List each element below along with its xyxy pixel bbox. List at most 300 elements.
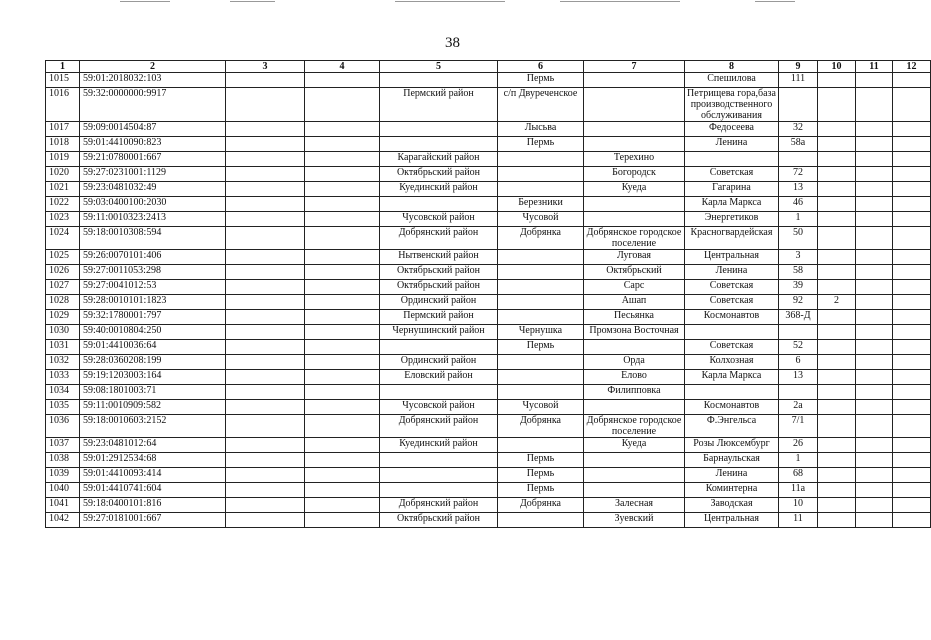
table-cell: 1027 <box>46 280 80 295</box>
table-row <box>46 400 931 415</box>
table-cell: 59:28:0360208:199 <box>80 355 226 370</box>
table-cell: 1022 <box>46 197 80 212</box>
table-cell: Богородск <box>584 167 685 182</box>
table-cell: Федосеева <box>685 122 779 137</box>
column-header: 6 <box>498 61 584 73</box>
table-body <box>46 73 931 528</box>
table-cell: Залесная <box>584 498 685 513</box>
table-cell: 59:01:2912534:68 <box>80 453 226 468</box>
table-cell: 13 <box>779 182 818 197</box>
table-cell <box>779 152 818 167</box>
table-cell: 1025 <box>46 250 80 265</box>
table-cell <box>893 310 931 325</box>
table-cell <box>226 137 305 152</box>
table-cell <box>856 340 893 355</box>
table-cell: 1035 <box>46 400 80 415</box>
table-cell: Советская <box>685 167 779 182</box>
table-cell <box>818 182 856 197</box>
table-cell <box>818 137 856 152</box>
table-cell <box>380 122 498 137</box>
table-cell <box>856 453 893 468</box>
table-cell <box>305 250 380 265</box>
table-cell <box>856 265 893 280</box>
table-cell: 1020 <box>46 167 80 182</box>
table-cell <box>779 88 818 122</box>
table-cell: 3 <box>779 250 818 265</box>
table-cell <box>305 227 380 250</box>
table-cell: Пермь <box>498 453 584 468</box>
table-cell: 59:09:0014504:87 <box>80 122 226 137</box>
table-cell <box>893 280 931 295</box>
table-cell <box>856 295 893 310</box>
table-cell <box>305 182 380 197</box>
table-cell: Пермь <box>498 468 584 483</box>
table-cell: 32 <box>779 122 818 137</box>
table-row <box>46 385 931 400</box>
table-cell: Октябрьский район <box>380 280 498 295</box>
table-cell <box>856 513 893 528</box>
table-cell <box>305 385 380 400</box>
table-cell <box>305 280 380 295</box>
table-cell <box>380 453 498 468</box>
table-cell <box>584 122 685 137</box>
table-cell: Барнаульская <box>685 453 779 468</box>
table-cell <box>779 325 818 340</box>
table-cell <box>226 415 305 438</box>
table-row <box>46 483 931 498</box>
table-cell: Ф.Энгельса <box>685 415 779 438</box>
table-cell: Чернушка <box>498 325 584 340</box>
table-cell <box>818 310 856 325</box>
table-cell <box>893 182 931 197</box>
table-cell <box>856 370 893 385</box>
table-cell: 1034 <box>46 385 80 400</box>
table-cell: Добрянка <box>498 415 584 438</box>
table-cell <box>380 73 498 88</box>
table-cell <box>893 438 931 453</box>
table-cell <box>818 370 856 385</box>
table-cell: Колхозная <box>685 355 779 370</box>
table-cell <box>584 212 685 227</box>
table-cell <box>584 400 685 415</box>
table-cell: 59:18:0400101:816 <box>80 498 226 513</box>
table-cell <box>818 498 856 513</box>
table-cell <box>893 355 931 370</box>
table-cell: 59:01:2018032:103 <box>80 73 226 88</box>
table-cell: 1038 <box>46 453 80 468</box>
table-row <box>46 280 931 295</box>
table-cell: Энергетиков <box>685 212 779 227</box>
table-cell <box>818 513 856 528</box>
table-cell <box>856 197 893 212</box>
table-cell: 2а <box>779 400 818 415</box>
table-cell: 6 <box>779 355 818 370</box>
table-cell <box>498 355 584 370</box>
table-cell <box>498 295 584 310</box>
table-cell <box>856 385 893 400</box>
table-cell <box>226 212 305 227</box>
column-header: 1 <box>46 61 80 73</box>
table-cell: Пермь <box>498 137 584 152</box>
table-cell: 1016 <box>46 88 80 122</box>
table-cell <box>685 152 779 167</box>
table-cell: Чусовой <box>498 400 584 415</box>
table-cell <box>893 340 931 355</box>
table-cell: Ленина <box>685 468 779 483</box>
table-cell <box>856 88 893 122</box>
table-row <box>46 182 931 197</box>
table-cell <box>226 88 305 122</box>
table-cell: 111 <box>779 73 818 88</box>
table-cell <box>584 483 685 498</box>
table-cell <box>818 122 856 137</box>
table-cell: Ленина <box>685 137 779 152</box>
table-cell <box>226 340 305 355</box>
registry-table <box>45 60 931 528</box>
table-cell: Красногвардейская <box>685 227 779 250</box>
table-cell <box>305 295 380 310</box>
table-cell <box>305 122 380 137</box>
table-cell: Лысьва <box>498 122 584 137</box>
table-cell <box>498 265 584 280</box>
table-cell <box>779 385 818 400</box>
table-cell: 59:23:0481012:64 <box>80 438 226 453</box>
table-cell <box>305 513 380 528</box>
table-cell: Елово <box>584 370 685 385</box>
top-scan-marks <box>0 0 905 8</box>
table-cell <box>856 498 893 513</box>
table-cell <box>893 498 931 513</box>
table-cell: Еловский район <box>380 370 498 385</box>
table-cell: 59:27:0011053:298 <box>80 265 226 280</box>
table-cell: Петрищева гора,база производственного обслуживания <box>685 88 779 122</box>
table-cell <box>856 227 893 250</box>
table-row <box>46 340 931 355</box>
table-cell <box>893 265 931 280</box>
table-row <box>46 498 931 513</box>
table-cell: Октябрьский район <box>380 265 498 280</box>
column-header: 9 <box>779 61 818 73</box>
table-cell: Октябрьский район <box>380 167 498 182</box>
table-cell <box>818 265 856 280</box>
table-cell <box>818 325 856 340</box>
table-cell <box>226 498 305 513</box>
table-cell <box>305 438 380 453</box>
table-cell <box>856 355 893 370</box>
table-cell <box>818 167 856 182</box>
table-cell: Филипповка <box>584 385 685 400</box>
table-cell <box>856 167 893 182</box>
table-row <box>46 355 931 370</box>
table-cell <box>893 370 931 385</box>
table-cell: 1029 <box>46 310 80 325</box>
table-cell <box>893 73 931 88</box>
table-row <box>46 265 931 280</box>
table-cell <box>226 227 305 250</box>
table-cell: 1033 <box>46 370 80 385</box>
table-cell <box>226 280 305 295</box>
table-cell: Советская <box>685 340 779 355</box>
table-cell <box>305 340 380 355</box>
column-header: 8 <box>685 61 779 73</box>
table-cell <box>498 438 584 453</box>
table-row <box>46 152 931 167</box>
table-cell: Куединский район <box>380 182 498 197</box>
table-cell <box>380 340 498 355</box>
table-cell: Добрянка <box>498 498 584 513</box>
table-row <box>46 438 931 453</box>
table-cell: 52 <box>779 340 818 355</box>
table-cell: 59:27:0231001:1129 <box>80 167 226 182</box>
table-cell: 59:27:0181001:667 <box>80 513 226 528</box>
table-cell <box>305 400 380 415</box>
table-cell <box>893 385 931 400</box>
table-cell <box>893 415 931 438</box>
table-cell <box>226 73 305 88</box>
table-cell <box>818 88 856 122</box>
table-cell <box>685 385 779 400</box>
table-cell <box>856 137 893 152</box>
table-cell: Заводская <box>685 498 779 513</box>
table-cell: Космонавтов <box>685 400 779 415</box>
table-cell <box>893 295 931 310</box>
table-row <box>46 250 931 265</box>
table-cell <box>856 73 893 88</box>
table-cell: Пермский район <box>380 310 498 325</box>
table-cell: Карла Маркса <box>685 370 779 385</box>
table-cell <box>685 325 779 340</box>
table-cell <box>856 250 893 265</box>
table-cell: Промзона Восточная <box>584 325 685 340</box>
table-cell <box>856 122 893 137</box>
table-cell <box>818 385 856 400</box>
table-cell <box>380 483 498 498</box>
table-cell <box>305 212 380 227</box>
table-cell <box>893 212 931 227</box>
table-cell: 1015 <box>46 73 80 88</box>
table-cell <box>498 182 584 197</box>
table-row <box>46 227 931 250</box>
column-header: 10 <box>818 61 856 73</box>
table-row <box>46 212 931 227</box>
column-header: 11 <box>856 61 893 73</box>
table-cell <box>818 438 856 453</box>
table-cell <box>498 385 584 400</box>
table-cell <box>380 137 498 152</box>
table-cell <box>818 197 856 212</box>
table-cell <box>818 152 856 167</box>
table-cell <box>584 468 685 483</box>
table-row <box>46 310 931 325</box>
table-cell: Ашап <box>584 295 685 310</box>
table-cell <box>856 438 893 453</box>
table-cell <box>856 152 893 167</box>
table-cell: Центральная <box>685 513 779 528</box>
table-cell <box>893 88 931 122</box>
table-cell <box>226 483 305 498</box>
table-row <box>46 73 931 88</box>
table-cell: 1032 <box>46 355 80 370</box>
table-cell: 39 <box>779 280 818 295</box>
table-cell <box>893 400 931 415</box>
table-cell <box>893 513 931 528</box>
table-cell: 59:23:0481032:49 <box>80 182 226 197</box>
column-header: 2 <box>80 61 226 73</box>
table-cell: 59:11:0010909:582 <box>80 400 226 415</box>
table-cell: 1023 <box>46 212 80 227</box>
table-cell: 1026 <box>46 265 80 280</box>
table-cell <box>226 400 305 415</box>
table-cell <box>226 325 305 340</box>
table-cell <box>893 137 931 152</box>
table-cell <box>818 400 856 415</box>
table-cell <box>818 355 856 370</box>
table-cell <box>498 280 584 295</box>
column-header: 4 <box>305 61 380 73</box>
table-cell: 26 <box>779 438 818 453</box>
table-cell: 1031 <box>46 340 80 355</box>
table-cell: 46 <box>779 197 818 212</box>
table-cell: 1036 <box>46 415 80 438</box>
table-cell: 11а <box>779 483 818 498</box>
table-cell: 10 <box>779 498 818 513</box>
table-cell: Добрянский район <box>380 227 498 250</box>
table-cell: Гагарина <box>685 182 779 197</box>
table-cell <box>305 468 380 483</box>
table-cell <box>226 152 305 167</box>
column-header: 12 <box>893 61 931 73</box>
table-cell: Чусовой <box>498 212 584 227</box>
table-cell <box>818 227 856 250</box>
table-header-row <box>46 61 931 73</box>
table-cell: 59:26:0070101:406 <box>80 250 226 265</box>
table-cell: 59:03:0400100:2030 <box>80 197 226 212</box>
table-cell: 58а <box>779 137 818 152</box>
table-cell: Октябрьский <box>584 265 685 280</box>
table-cell <box>305 415 380 438</box>
table-cell: 59:01:4410741:604 <box>80 483 226 498</box>
table-cell: Терехино <box>584 152 685 167</box>
table-cell: Добрянское городское поселение <box>584 415 685 438</box>
table-row <box>46 295 931 310</box>
table-row <box>46 415 931 438</box>
table-cell: Сарс <box>584 280 685 295</box>
table-cell: 1019 <box>46 152 80 167</box>
table-cell: Добрянское городское поселение <box>584 227 685 250</box>
table-cell <box>893 453 931 468</box>
table-cell: Космонавтов <box>685 310 779 325</box>
table-cell <box>226 167 305 182</box>
table-cell <box>856 468 893 483</box>
table-cell: Добрянский район <box>380 415 498 438</box>
table-cell: 1039 <box>46 468 80 483</box>
table-cell: Пермь <box>498 340 584 355</box>
table-cell <box>856 182 893 197</box>
table-cell: Зуевский <box>584 513 685 528</box>
table-cell: Березники <box>498 197 584 212</box>
table-cell: Чернушинский район <box>380 325 498 340</box>
table-cell <box>818 453 856 468</box>
table-cell <box>305 197 380 212</box>
column-header: 3 <box>226 61 305 73</box>
table-cell: Куеда <box>584 182 685 197</box>
table-cell: Нытвенский район <box>380 250 498 265</box>
table-cell: 1017 <box>46 122 80 137</box>
table-cell <box>498 167 584 182</box>
table-cell: Добрянка <box>498 227 584 250</box>
table-cell: Пермь <box>498 483 584 498</box>
table-cell: 50 <box>779 227 818 250</box>
table-cell: 11 <box>779 513 818 528</box>
table-cell: 59:18:0010603:2152 <box>80 415 226 438</box>
table-cell <box>818 212 856 227</box>
table-cell <box>856 310 893 325</box>
table-row <box>46 453 931 468</box>
table-cell: 59:40:0010804:250 <box>80 325 226 340</box>
table-row <box>46 468 931 483</box>
table-cell <box>226 355 305 370</box>
table-cell <box>305 137 380 152</box>
table-cell <box>226 513 305 528</box>
table-cell: 72 <box>779 167 818 182</box>
table-row <box>46 137 931 152</box>
table-cell: 7/1 <box>779 415 818 438</box>
table-cell: 13 <box>779 370 818 385</box>
table-row <box>46 88 931 122</box>
column-header: 5 <box>380 61 498 73</box>
table-cell: с/п Двуреченское <box>498 88 584 122</box>
table-cell <box>226 310 305 325</box>
table-cell: Октябрьский район <box>380 513 498 528</box>
table-cell: Советская <box>685 295 779 310</box>
table-row <box>46 513 931 528</box>
table-cell <box>498 513 584 528</box>
table-cell <box>818 73 856 88</box>
table-cell <box>380 385 498 400</box>
table-cell <box>305 325 380 340</box>
column-header: 7 <box>584 61 685 73</box>
table-cell: Песьянка <box>584 310 685 325</box>
table-cell <box>226 265 305 280</box>
table-cell: 1030 <box>46 325 80 340</box>
table-cell <box>305 355 380 370</box>
table-cell: 1040 <box>46 483 80 498</box>
table-cell <box>226 182 305 197</box>
table-cell: 1018 <box>46 137 80 152</box>
table-cell <box>893 167 931 182</box>
table-cell: Ленина <box>685 265 779 280</box>
table-cell <box>226 385 305 400</box>
table-cell <box>818 468 856 483</box>
table-cell: Карагайский район <box>380 152 498 167</box>
table-cell: 368-Д <box>779 310 818 325</box>
table-cell <box>305 310 380 325</box>
table-cell <box>856 280 893 295</box>
table-cell: 1 <box>779 453 818 468</box>
table-cell <box>893 483 931 498</box>
table-cell <box>584 197 685 212</box>
table-cell <box>305 73 380 88</box>
table-cell: Советская <box>685 280 779 295</box>
table-cell: 59:01:4410093:414 <box>80 468 226 483</box>
page-number: 38 <box>445 35 460 51</box>
table-cell <box>584 137 685 152</box>
table-cell <box>893 250 931 265</box>
table-cell: 2 <box>818 295 856 310</box>
table-cell <box>893 325 931 340</box>
table-cell <box>893 227 931 250</box>
table-cell <box>893 122 931 137</box>
